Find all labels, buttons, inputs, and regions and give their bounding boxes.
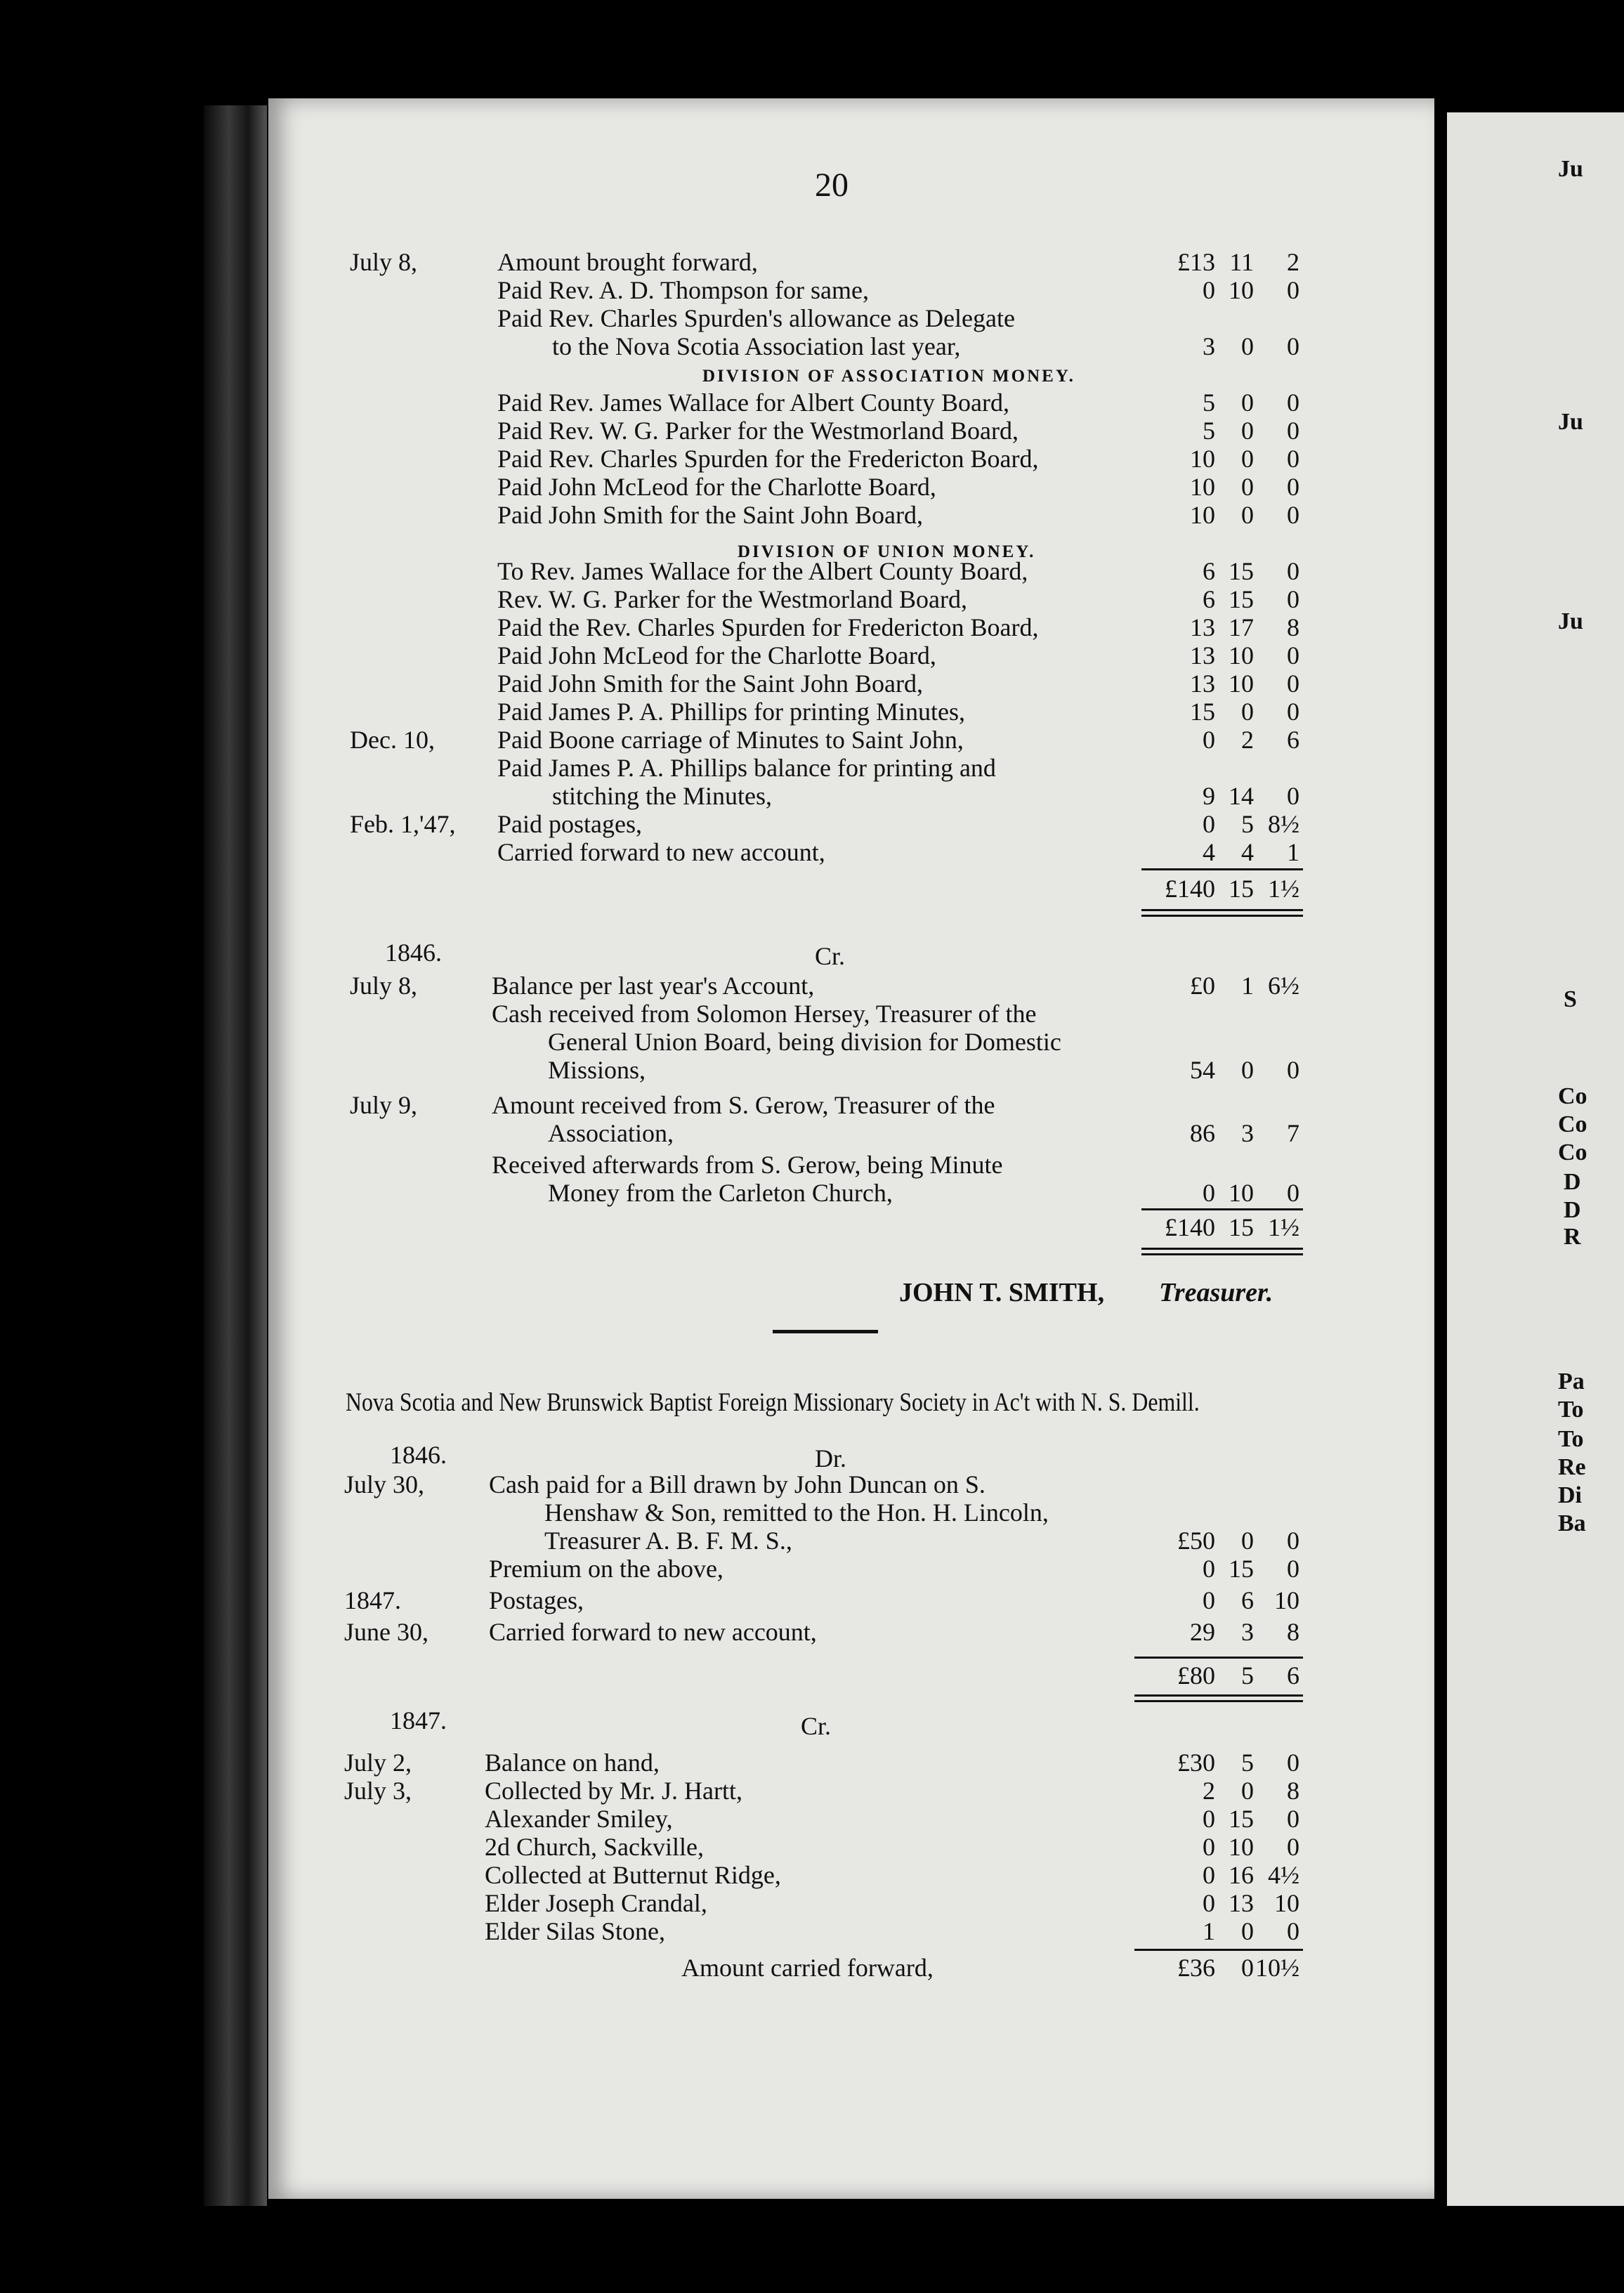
dr-pence: 2 (1287, 248, 1299, 276)
dr2-pence: 10 (1274, 1586, 1299, 1614)
dr2-total-pence: 6 (1287, 1661, 1299, 1690)
dr-description: Paid the Rev. Charles Spurden for Fredericton Board, (497, 613, 1039, 641)
total-rule (1141, 868, 1303, 870)
adjacent-page-letter: To (1558, 1426, 1584, 1452)
adjacent-page-letter: Di (1558, 1482, 1582, 1508)
book-spine (204, 105, 267, 2206)
dr-shillings: 10 (1229, 276, 1254, 304)
total-shillings: 15 (1229, 875, 1254, 903)
cr-description: General Union Board, being division for Domestic (548, 1028, 1061, 1056)
cr-label: Cr. (815, 942, 846, 970)
dr-pence: 0 (1287, 473, 1299, 501)
dr-shillings: 0 (1241, 445, 1254, 473)
cr2-description: Collected by Mr. J. Hartt, (485, 1777, 742, 1805)
dr2-shillings: 6 (1241, 1586, 1254, 1614)
dr-shillings: 15 (1229, 557, 1254, 585)
dr2-pence: 0 (1287, 1555, 1299, 1583)
double-rule (1141, 915, 1303, 917)
dr-shillings: 0 (1241, 473, 1254, 501)
cr-date: July 9, (350, 1091, 418, 1119)
double-rule (1141, 1253, 1303, 1255)
dr-date: Dec. 10, (350, 726, 435, 754)
cr-total-pence: 1½ (1268, 1213, 1299, 1241)
cr2-pounds: 0 (1203, 1861, 1215, 1889)
cr-total-pounds: £140 (1165, 1213, 1215, 1241)
heading-union-money: DIVISION OF UNION MONEY. (738, 542, 1036, 561)
dr-pounds: 4 (1203, 838, 1215, 866)
dr-pounds: 13 (1190, 669, 1215, 698)
cr2-year: 1847. (390, 1706, 447, 1735)
cr2-pence: 10 (1274, 1889, 1299, 1917)
dr-date: Feb. 1,'47, (350, 810, 456, 838)
adjacent-page-letter: Co (1558, 1111, 1587, 1137)
dr-description: Paid John Smith for the Saint John Board, (497, 669, 923, 698)
adjacent-page-letter: D (1564, 1169, 1581, 1195)
cr-pence: 0 (1287, 1179, 1299, 1207)
cr2-description: Elder Joseph Crandal, (485, 1889, 707, 1917)
dr2-pounds: 29 (1190, 1618, 1215, 1646)
dr-pounds: 5 (1203, 388, 1215, 417)
dr-pence: 0 (1287, 388, 1299, 417)
cr2-pence: 4½ (1268, 1861, 1299, 1889)
dr2-pounds: 0 (1203, 1586, 1215, 1614)
dr-date: July 8, (350, 248, 418, 276)
cr-pounds: 86 (1190, 1119, 1215, 1147)
dr-pounds: 10 (1190, 445, 1215, 473)
cr-pence: 6½ (1268, 972, 1299, 1000)
cr2-shillings: 0 (1241, 1777, 1254, 1805)
adjacent-page-letter: To (1558, 1397, 1584, 1423)
cr2-shillings: 13 (1229, 1889, 1254, 1917)
double-rule (1141, 909, 1303, 911)
adjacent-page-letter: Co (1558, 1139, 1587, 1165)
dr-description: Paid John Smith for the Saint John Board, (497, 501, 923, 529)
dr2-pounds: £50 (1177, 1527, 1215, 1555)
dr-pence: 1 (1287, 838, 1299, 866)
dr-pence: 0 (1287, 782, 1299, 810)
dr-pounds: 6 (1203, 557, 1215, 585)
dr2-pence: 8 (1287, 1618, 1299, 1646)
adjacent-page-letter: Ba (1558, 1510, 1586, 1536)
cr-year: 1846. (385, 939, 442, 967)
dr-shillings: 0 (1241, 332, 1254, 360)
dr-pounds: 15 (1190, 698, 1215, 726)
adjacent-page-letter: Ju (1558, 608, 1583, 634)
cr-shillings: 1 (1241, 972, 1254, 1000)
dr-description: Rev. W. G. Parker for the Westmorland Board, (497, 585, 967, 613)
adjacent-page-edge (1447, 112, 1624, 2206)
dr-description: Paid Rev. Charles Spurden for the Fredericton Board, (497, 445, 1039, 473)
dr-pounds: 5 (1203, 417, 1215, 445)
adjacent-page-letter: Co (1558, 1083, 1587, 1109)
cr2-date: July 3, (344, 1777, 412, 1805)
cr2-shillings: 10 (1229, 1833, 1254, 1861)
dr-shillings: 14 (1229, 782, 1254, 810)
carried-forward-label: Amount carried forward, (681, 1954, 934, 1982)
dr-pounds: 13 (1190, 641, 1215, 669)
dr-description: Paid John McLeod for the Charlotte Board, (497, 641, 936, 669)
dr-description: Paid Rev. James Wallace for Albert County Board, (497, 388, 1009, 417)
dr2-date: 1847. (344, 1586, 401, 1614)
cr2-pence: 0 (1287, 1749, 1299, 1777)
section-title: Nova Scotia and New Brunswick Baptist Foreign Missionary Society in Ac't with N. S. Demill. (346, 1388, 1200, 1417)
cr2-pounds: 2 (1203, 1777, 1215, 1805)
dr-pounds: 13 (1190, 613, 1215, 641)
cr2-description: Alexander Smiley, (485, 1805, 673, 1833)
adjacent-page-letter: Pa (1558, 1368, 1585, 1394)
dr-shillings: 5 (1241, 810, 1254, 838)
cr-shillings: 0 (1241, 1056, 1254, 1084)
dr-description: Paid Rev. W. G. Parker for the Westmorland Board, (497, 417, 1019, 445)
dr2-description: Premium on the above, (489, 1555, 723, 1583)
dr-description: Paid John McLeod for the Charlotte Board, (497, 473, 936, 501)
dr2-date: June 30, (344, 1618, 428, 1646)
dr2-shillings: 3 (1241, 1618, 1254, 1646)
cr2-shillings: 0 (1241, 1917, 1254, 1945)
dr-pence: 0 (1287, 276, 1299, 304)
cr2-pence: 0 (1287, 1805, 1299, 1833)
dr2-description: Carried forward to new account, (489, 1618, 817, 1646)
dr-description: Paid postages, (497, 810, 642, 838)
cr2-description: Collected at Butternut Ridge, (485, 1861, 781, 1889)
cr-pounds: 0 (1203, 1179, 1215, 1207)
dr-pence: 0 (1287, 669, 1299, 698)
cr-pounds: £0 (1190, 972, 1215, 1000)
cr2-shillings: 15 (1229, 1805, 1254, 1833)
dr2-pounds: 0 (1203, 1555, 1215, 1583)
adjacent-page-letter: Ju (1558, 156, 1583, 182)
dr-description: Paid Rev. Charles Spurden's allowance as Delegate (497, 304, 1015, 332)
dr-pence: 0 (1287, 445, 1299, 473)
dr-pence: 8 (1287, 613, 1299, 641)
signature-name: JOHN T. SMITH, (899, 1278, 1105, 1307)
cr-total-shillings: 15 (1229, 1213, 1254, 1241)
dr2-shillings: 15 (1229, 1555, 1254, 1583)
cr-description: Received afterwards from S. Gerow, being Minute (492, 1151, 1003, 1179)
adjacent-page-letter: S (1564, 986, 1577, 1012)
cr2-pounds: 1 (1203, 1917, 1215, 1945)
dr-pounds: 6 (1203, 585, 1215, 613)
heading-association-money: DIVISION OF ASSOCIATION MONEY. (702, 367, 1075, 386)
carried-pence: 10½ (1255, 1954, 1299, 1982)
total-rule (1134, 1949, 1303, 1951)
dr-shillings: 15 (1229, 585, 1254, 613)
dr-pounds: 0 (1203, 810, 1215, 838)
dr-pence: 8½ (1268, 810, 1299, 838)
dr-pence: 0 (1287, 417, 1299, 445)
dr-description: Paid James P. A. Phillips for printing Minutes, (497, 698, 966, 726)
dr-pence: 0 (1287, 557, 1299, 585)
dr2-label: Dr. (815, 1444, 846, 1472)
double-rule (1134, 1700, 1303, 1702)
double-rule (1134, 1694, 1303, 1697)
dr2-year: 1846. (390, 1441, 447, 1469)
dr2-date: July 30, (344, 1470, 425, 1498)
dr-shillings: 10 (1229, 641, 1254, 669)
cr-description: Amount received from S. Gerow, Treasurer of the (492, 1091, 995, 1119)
dr2-description: Treasurer A. B. F. M. S., (544, 1527, 792, 1555)
cr2-label: Cr. (801, 1712, 832, 1740)
cr2-pence: 0 (1287, 1917, 1299, 1945)
carried-pounds: £36 (1177, 1954, 1215, 1982)
dr2-pence: 0 (1287, 1527, 1299, 1555)
adjacent-page-letter: D (1564, 1197, 1581, 1223)
dr-pounds: 10 (1190, 473, 1215, 501)
dr-pence: 0 (1287, 501, 1299, 529)
dr-shillings: 10 (1229, 669, 1254, 698)
cr2-pounds: 0 (1203, 1889, 1215, 1917)
cr2-description: Balance on hand, (485, 1749, 660, 1777)
carried-shillings: 0 (1241, 1954, 1254, 1982)
dr-shillings: 0 (1241, 698, 1254, 726)
cr2-pence: 8 (1287, 1777, 1299, 1805)
dr-pounds: 0 (1203, 726, 1215, 754)
adjacent-page-letter: Ju (1558, 409, 1583, 435)
cr2-pounds: £30 (1177, 1749, 1215, 1777)
total-pounds: £140 (1165, 875, 1215, 903)
dr-description: Amount brought forward, (497, 248, 758, 276)
cr2-pence: 0 (1287, 1833, 1299, 1861)
dr-shillings: 0 (1241, 388, 1254, 417)
section-separator (773, 1330, 878, 1333)
total-rule (1134, 1657, 1303, 1659)
cr-shillings: 10 (1229, 1179, 1254, 1207)
adjacent-page-letter: R (1564, 1224, 1581, 1250)
dr-pence: 6 (1287, 726, 1299, 754)
cr2-shillings: 16 (1229, 1861, 1254, 1889)
dr-pounds: 3 (1203, 332, 1215, 360)
cr-description: Association, (548, 1119, 674, 1147)
dr-shillings: 4 (1241, 838, 1254, 866)
cr2-shillings: 5 (1241, 1749, 1254, 1777)
cr-description: Money from the Carleton Church, (548, 1179, 893, 1207)
dr-pence: 0 (1287, 698, 1299, 726)
signature-title: Treasurer. (1159, 1278, 1273, 1307)
dr-pence: 0 (1287, 641, 1299, 669)
double-rule (1141, 1248, 1303, 1250)
dr2-description: Cash paid for a Bill drawn by John Duncan on S. (489, 1470, 985, 1498)
dr-pounds: 0 (1203, 276, 1215, 304)
cr2-description: 2d Church, Sackville, (485, 1833, 704, 1861)
cr2-date: July 2, (344, 1749, 412, 1777)
page-number: 20 (815, 166, 849, 204)
dr-shillings: 2 (1241, 726, 1254, 754)
dr-shillings: 17 (1229, 613, 1254, 641)
dr-description: to the Nova Scotia Association last year, (552, 332, 961, 360)
total-rule (1141, 1208, 1303, 1210)
dr2-description: Henshaw & Son, remitted to the Hon. H. Lincoln, (544, 1498, 1049, 1527)
dr2-description: Postages, (489, 1586, 584, 1614)
dr2-total-pounds: £80 (1177, 1661, 1215, 1690)
dr-shillings: 11 (1229, 248, 1254, 276)
dr-pounds: 10 (1190, 501, 1215, 529)
cr2-pounds: 0 (1203, 1805, 1215, 1833)
dr-pounds: 9 (1203, 782, 1215, 810)
cr2-description: Elder Silas Stone, (485, 1917, 665, 1945)
total-pence: 1½ (1268, 875, 1299, 903)
cr-description: Cash received from Solomon Hersey, Treasurer of the (492, 1000, 1037, 1028)
dr2-shillings: 0 (1241, 1527, 1254, 1555)
dr-shillings: 0 (1241, 417, 1254, 445)
dr-pence: 0 (1287, 332, 1299, 360)
dr2-total-shillings: 5 (1241, 1661, 1254, 1690)
cr-date: July 8, (350, 972, 418, 1000)
cr-description: Missions, (548, 1056, 646, 1084)
cr-description: Balance per last year's Account, (492, 972, 815, 1000)
dr-description: Paid Boone carriage of Minutes to Saint John, (497, 726, 964, 754)
dr-shillings: 0 (1241, 501, 1254, 529)
cr-pounds: 54 (1190, 1056, 1215, 1084)
dr-description: Paid Rev. A. D. Thompson for same, (497, 276, 869, 304)
cr-shillings: 3 (1241, 1119, 1254, 1147)
cr-pence: 0 (1287, 1056, 1299, 1084)
cr-pence: 7 (1287, 1119, 1299, 1147)
adjacent-page-letter: Re (1558, 1454, 1586, 1480)
dr-description: Carried forward to new account, (497, 838, 825, 866)
cr2-pounds: 0 (1203, 1833, 1215, 1861)
dr-description: stitching the Minutes, (552, 782, 772, 810)
dr-pounds: £13 (1177, 248, 1215, 276)
dr-description: Paid James P. A. Phillips balance for printing and (497, 754, 996, 782)
dr-pence: 0 (1287, 585, 1299, 613)
dr-description: To Rev. James Wallace for the Albert County Board, (497, 557, 1028, 585)
